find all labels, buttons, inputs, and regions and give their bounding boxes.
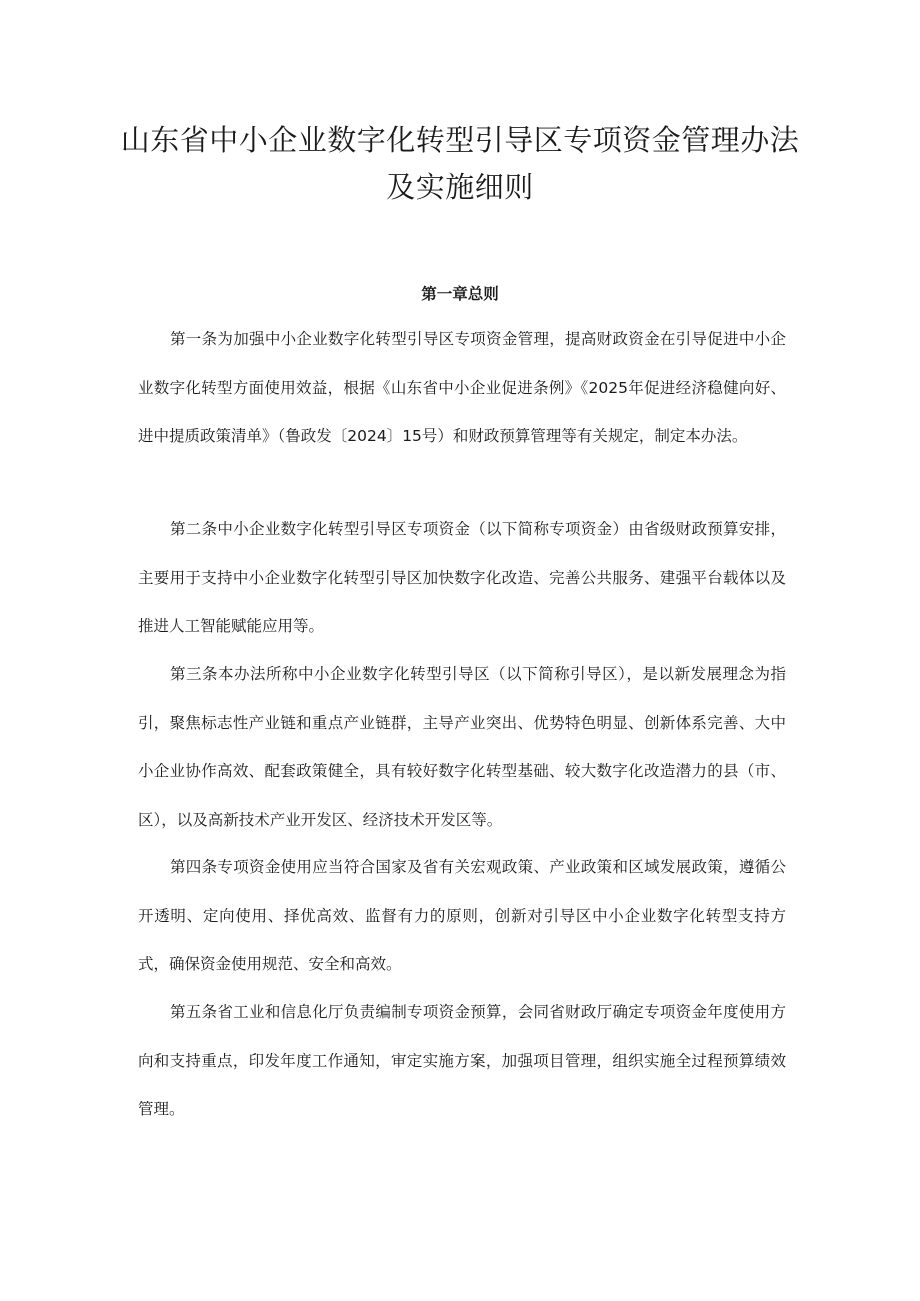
article-4-paragraph: 第四条专项资金使用应当符合国家及省有关宏观政策、产业政策和区域发展政策，遵循公开透明、定向使用、择优高效、监督有力的原则，创新对引导区中小企业数字化转型支持方式，确保资金使用规范、安全和高效。 xyxy=(138,858,786,973)
article-2-paragraph: 第二条中小企业数字化转型引导区专项资金（以下简称专项资金）由省级财政预算安排，主要用于支持中小企业数字化转型引导区加快数字化改造、完善公共服务、建强平台载体以及推进人工智能赋能应用等。 xyxy=(138,520,786,635)
document-title-line-2: 及实施细则 xyxy=(386,170,534,204)
article-1-paragraph: 第一条为加强中小企业数字化转型引导区专项资金管理，提高财政资金在引导促进中小企业数字化转型方面使用效益，根据《山东省中小企业促进条例》《2025年促进经济稳健向好、进中提质政策清单》（鲁政发〔2024〕15号）和财政预算管理等有关规定，制定本办法。 xyxy=(138,330,786,445)
article-5-paragraph: 第五条省工业和信息化厅负责编制专项资金预算，会同省财政厅确定专项资金年度使用方向和支持重点，印发年度工作通知，审定实施方案，加强项目管理，组织实施全过程预算绩效管理。 xyxy=(138,1003,786,1118)
article-3-paragraph: 第三条本办法所称中小企业数字化转型引导区（以下简称引导区），是以新发展理念为指引，聚焦标志性产业链和重点产业链群，主导产业突出、优势特色明显、创新体系完善、大中小企业协作高效、配套政策健全，具有较好数字化转型基础、较大数字化改造潜力的县（市、区），以及高新技术产业开发区、经济技术开发区等。 xyxy=(138,665,786,829)
document-title-line-1: 山东省中小企业数字化转型引导区专项资金管理办法 xyxy=(120,123,800,157)
chapter-heading: 第一章总则 xyxy=(421,285,499,303)
